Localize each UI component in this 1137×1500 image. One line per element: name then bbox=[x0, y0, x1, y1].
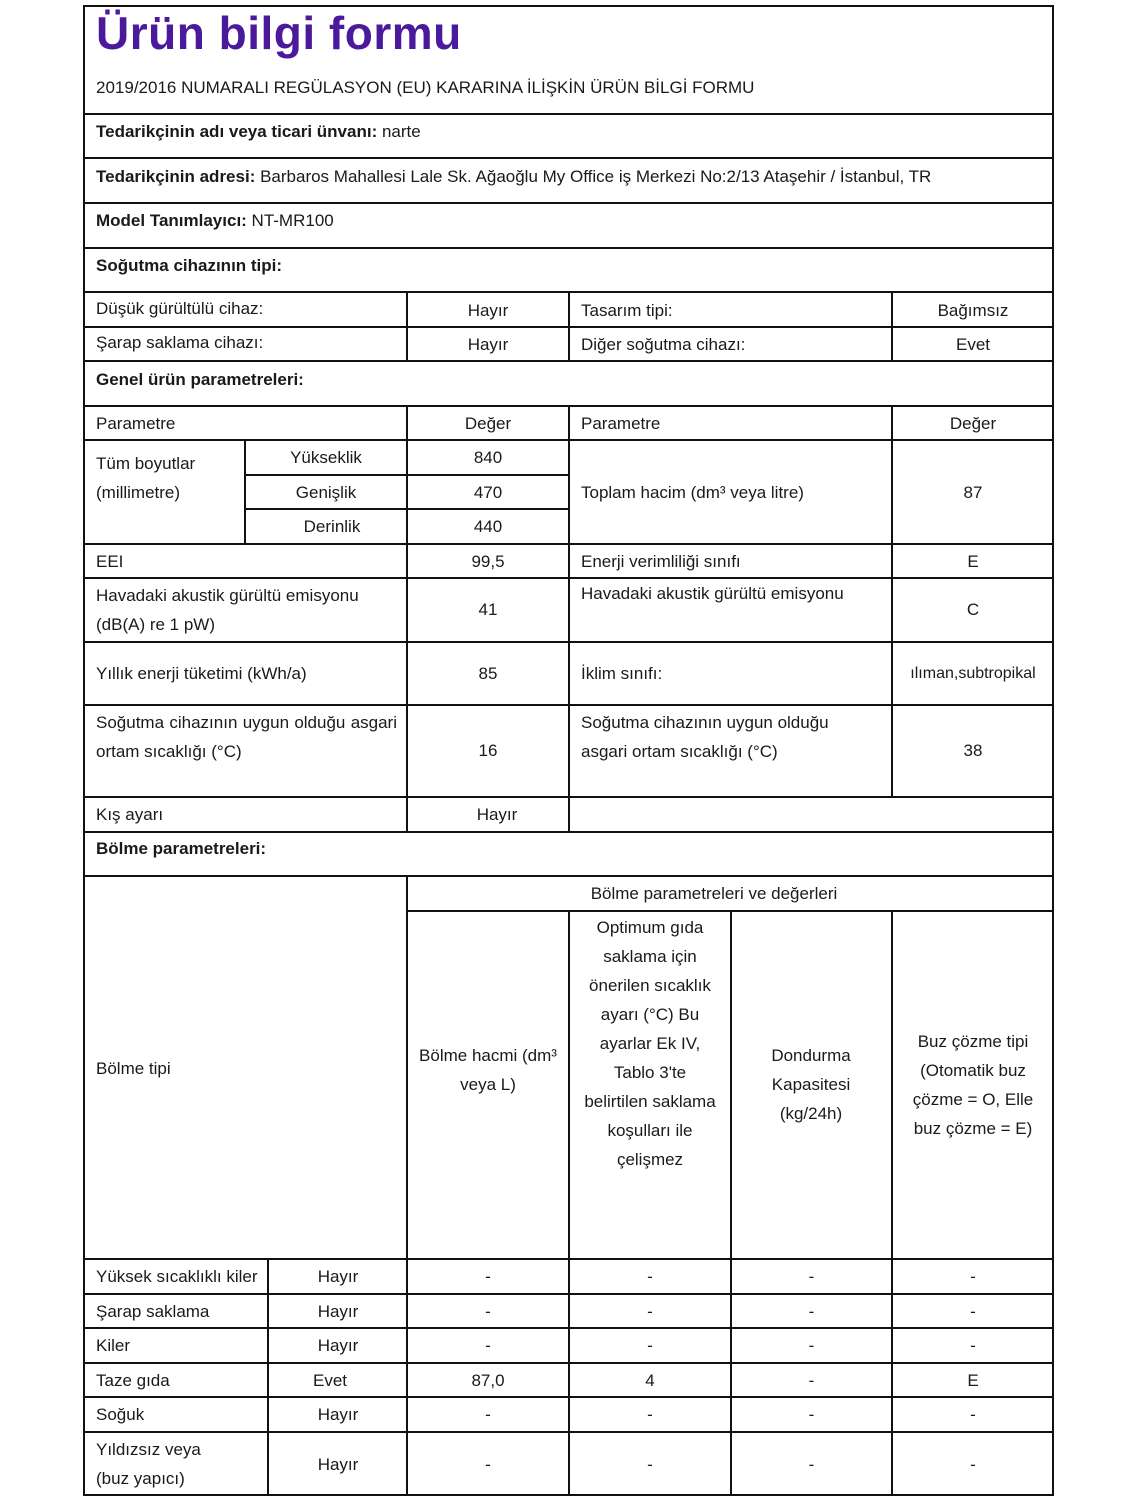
low-noise-label: Düşük gürültülü cihaz: bbox=[96, 299, 264, 318]
width-value: 470 bbox=[473, 483, 503, 502]
compartment-row-volume: 87,0 bbox=[471, 1371, 505, 1390]
col-defrost-header: Buz çözme tipi (Otomatik buz çözme = O, Elle buz çözme = E) bbox=[912, 1032, 1034, 1138]
compartment-row-present: Hayır bbox=[317, 1336, 359, 1355]
wine-storage-value: Hayır bbox=[467, 335, 509, 354]
compartment-row-freeze: - bbox=[808, 1371, 815, 1390]
divider bbox=[568, 291, 570, 362]
compartment-row-freeze: - bbox=[808, 1455, 815, 1474]
compartment-row-name: Kiler bbox=[96, 1336, 131, 1355]
noise-label: Havadaki akustik gürültü emisyonu (dB(A) re 1 pW) bbox=[96, 586, 359, 634]
compartment-row-volume: - bbox=[485, 1336, 491, 1355]
divider bbox=[83, 875, 1054, 877]
height-label: Yükseklik bbox=[290, 448, 362, 467]
compartment-row-volume: - bbox=[485, 1405, 491, 1424]
depth-value: 440 bbox=[473, 517, 503, 536]
annual-energy-value: 85 bbox=[478, 664, 498, 683]
compartment-row-present: Evet bbox=[312, 1371, 348, 1390]
compartment-heading: Bölme parametreleri: bbox=[96, 839, 267, 858]
compartment-row-temp: - bbox=[647, 1455, 653, 1474]
dimensions-label: Tüm boyutlar (millimetre) bbox=[96, 454, 196, 502]
climate-label: İklim sınıfı: bbox=[581, 664, 663, 683]
winter-setting-value: Hayır bbox=[476, 805, 518, 824]
height-value: 840 bbox=[473, 448, 503, 467]
compartment-type-label: Bölme tipi bbox=[96, 1059, 171, 1078]
compartment-row-freeze: - bbox=[808, 1267, 815, 1286]
noise-class-label: Havadaki akustik gürültü emisyonu bbox=[581, 584, 844, 603]
compartment-row-defrost: - bbox=[970, 1302, 976, 1321]
divider bbox=[83, 202, 1054, 204]
col-value-left: Değer bbox=[464, 414, 512, 433]
compartment-row-freeze: - bbox=[808, 1405, 815, 1424]
compartment-row-name: Yüksek sıcaklıklı kiler bbox=[96, 1267, 258, 1286]
model-row bbox=[96, 206, 334, 235]
winter-setting-label: Kış ayarı bbox=[96, 805, 164, 824]
compartment-row-present: Hayır bbox=[317, 1267, 359, 1286]
general-heading: Genel ürün parametreleri: bbox=[96, 370, 304, 389]
compartment-row-defrost: - bbox=[970, 1455, 976, 1474]
compartment-row-name: Taze gıda bbox=[96, 1371, 170, 1390]
supplier-address-label: Tedarikçinin adresi: bbox=[96, 167, 256, 186]
col-param-right: Parametre bbox=[581, 414, 661, 433]
compartment-row-present: Hayır bbox=[317, 1302, 359, 1321]
width-label: Genişlik bbox=[295, 483, 357, 502]
climate-value: ılıman,subtropikal bbox=[910, 665, 1036, 682]
compartment-row-defrost: E bbox=[967, 1371, 979, 1390]
compartment-row-volume: - bbox=[485, 1455, 491, 1474]
compartment-row-freeze: - bbox=[808, 1336, 815, 1355]
max-temp-value: 38 bbox=[963, 741, 983, 760]
divider bbox=[83, 247, 1054, 249]
total-volume-value: 87 bbox=[963, 483, 983, 502]
compartment-row-temp: - bbox=[647, 1336, 653, 1355]
wine-storage-label: Şarap saklama cihazı: bbox=[96, 333, 264, 352]
compartment-row-freeze: - bbox=[808, 1302, 815, 1321]
compartment-row-temp: - bbox=[647, 1405, 653, 1424]
compartment-group-header: Bölme parametreleri ve değerleri bbox=[590, 884, 838, 903]
total-volume-label: Toplam hacim (dm³ veya litre) bbox=[581, 483, 804, 502]
compartment-row-defrost: - bbox=[970, 1267, 976, 1286]
min-temp-value: 16 bbox=[478, 741, 498, 760]
compartment-row-volume: - bbox=[485, 1267, 491, 1286]
low-noise-value: Hayır bbox=[467, 301, 509, 320]
col-volume-header: Bölme hacmi (dm³ veya L) bbox=[419, 1046, 557, 1094]
col-value-right: Değer bbox=[949, 414, 997, 433]
eei-label: EEI bbox=[96, 552, 124, 571]
page-title: Ürün bilgi formu bbox=[96, 7, 462, 59]
supplier-address-value: Barbaros Mahallesi Lale Sk. Ağaoğlu My Office iş Merkezi No:2/13 Ataşehir / İstanbul, TR bbox=[255, 167, 932, 186]
compartment-row-name: Yıldızsız veya (buz yapıcı) bbox=[96, 1440, 201, 1488]
col-temp-header: Optimum gıda saklama için önerilen sıcaklık ayarı (°C) Bu ayarlar Ek IV, Tablo 3'te belirtilen saklama koşulları ile çelişmez bbox=[584, 918, 716, 1169]
model-label: Model Tanımlayıcı: bbox=[96, 211, 247, 230]
compartment-row-volume: - bbox=[485, 1302, 491, 1321]
col-freeze-header: Dondurma Kapasitesi (kg/24h) bbox=[771, 1046, 851, 1123]
energy-class-label: Enerji verimliliği sınıfı bbox=[581, 552, 741, 571]
compartment-row-temp: - bbox=[647, 1302, 653, 1321]
depth-label: Derinlik bbox=[303, 517, 361, 536]
design-type-label: Tasarım tipi: bbox=[581, 301, 673, 320]
noise-value: 41 bbox=[478, 600, 498, 619]
compartment-row-defrost: - bbox=[970, 1405, 976, 1424]
supplier-address-row bbox=[96, 162, 931, 191]
page-subtitle: 2019/2016 NUMARALI REGÜLASYON (EU) KARARINA İLİŞKİN ÜRÜN BİLGİ FORMU bbox=[96, 78, 755, 97]
supplier-name-row bbox=[96, 117, 421, 146]
max-temp-label: Soğutma cihazının uygun olduğu asgari ortam sıcaklığı (°C) bbox=[581, 713, 829, 761]
compartment-row-name: Soğuk bbox=[96, 1405, 145, 1424]
compartment-row-present: Hayır bbox=[317, 1455, 359, 1474]
compartment-row-temp: - bbox=[647, 1267, 653, 1286]
design-type-value: Bağımsız bbox=[937, 301, 1009, 320]
device-type-heading: Soğutma cihazının tipi: bbox=[96, 256, 283, 275]
min-temp-label: Soğutma cihazının uygun olduğu asgari ortam sıcaklığı (°C) bbox=[96, 713, 397, 761]
annual-energy-label: Yıllık enerji tüketimi (kWh/a) bbox=[96, 664, 307, 683]
supplier-name-label: Tedarikçinin adı veya ticari ünvanı: bbox=[96, 122, 378, 141]
other-cooling-value: Evet bbox=[955, 335, 991, 354]
eei-value: 99,5 bbox=[471, 552, 505, 571]
noise-class-value: C bbox=[966, 600, 980, 619]
compartment-row-temp: 4 bbox=[645, 1371, 655, 1390]
divider bbox=[568, 405, 570, 832]
energy-class-value: E bbox=[967, 552, 979, 571]
divider bbox=[83, 113, 1054, 115]
compartment-row-defrost: - bbox=[970, 1336, 976, 1355]
divider bbox=[83, 157, 1054, 159]
compartment-row-present: Hayır bbox=[317, 1405, 359, 1424]
supplier-name-value: narte bbox=[377, 122, 421, 141]
col-param-left: Parametre bbox=[96, 414, 176, 433]
other-cooling-label: Diğer soğutma cihazı: bbox=[581, 335, 746, 354]
compartment-row-name: Şarap saklama bbox=[96, 1302, 210, 1321]
model-value: NT-MR100 bbox=[246, 211, 334, 230]
